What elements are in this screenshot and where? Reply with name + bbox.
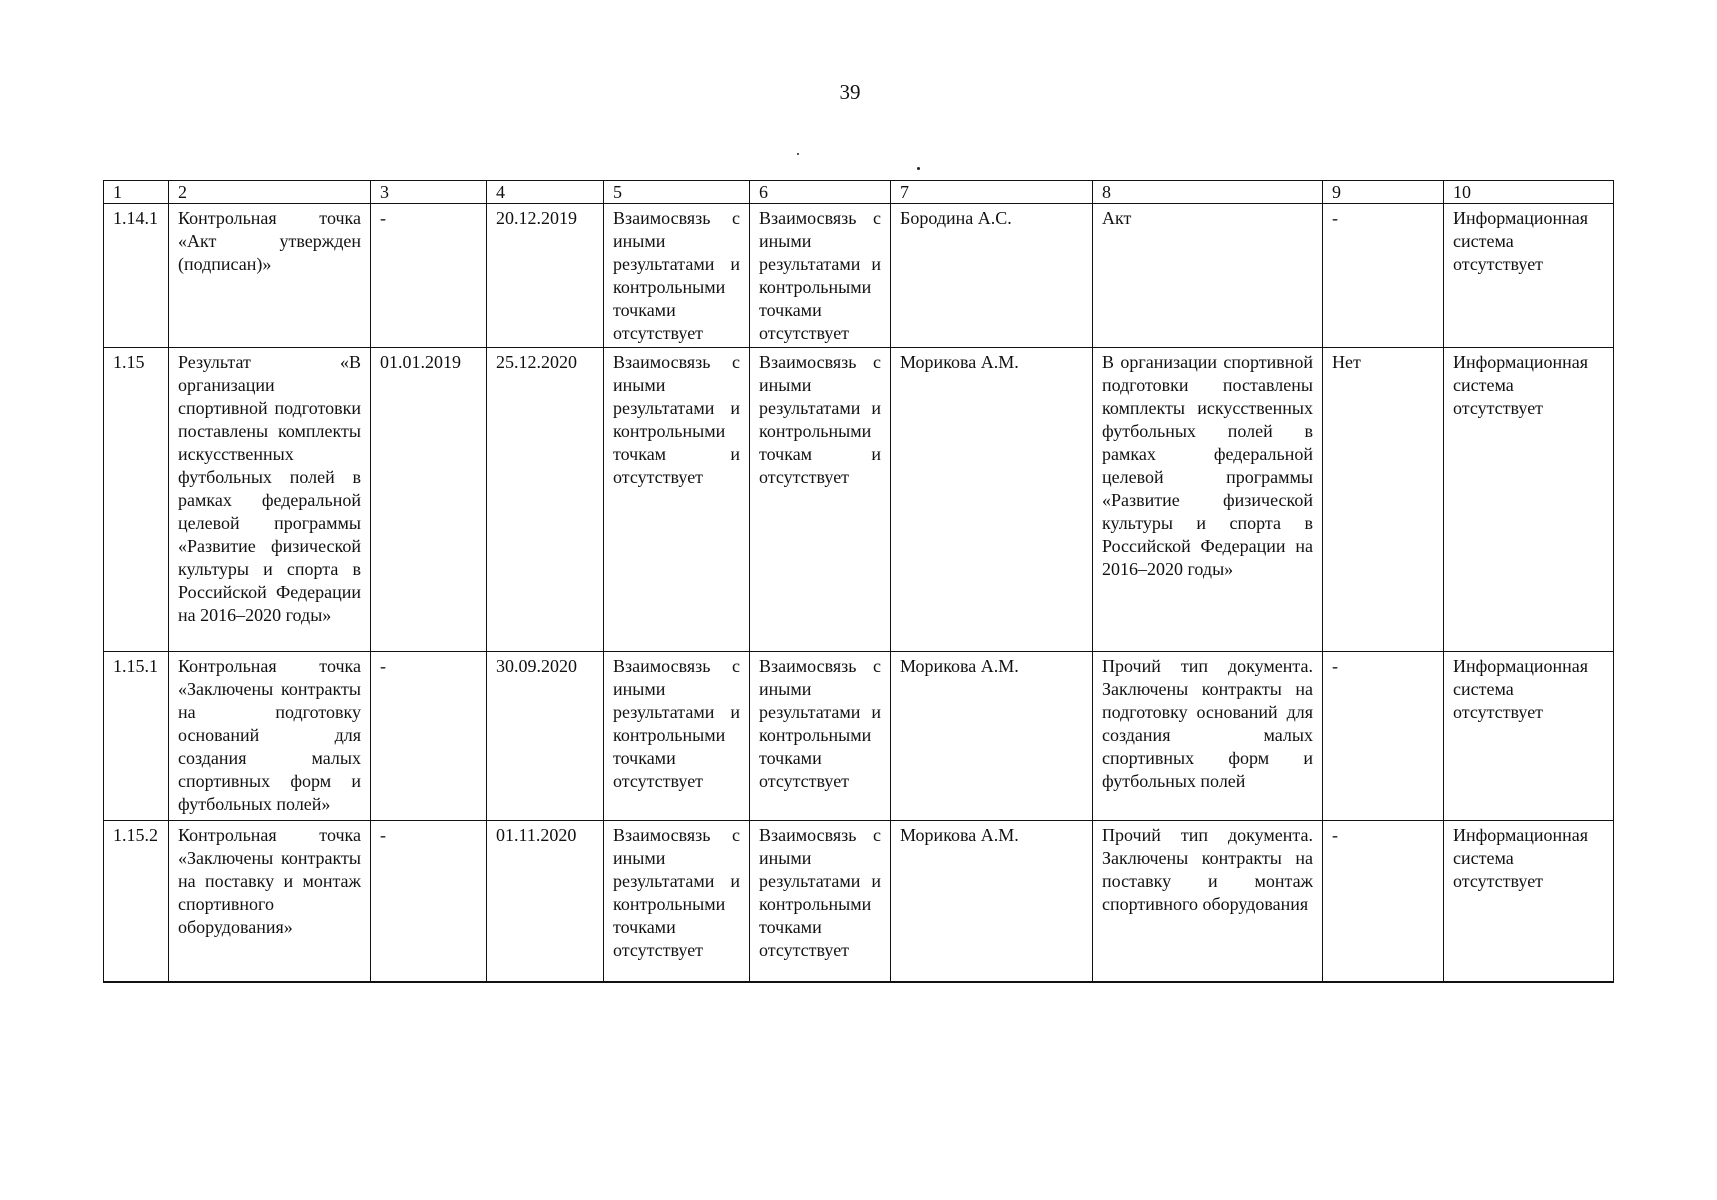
information-system: Информационная система отсутствует [1444,652,1614,821]
row-number: 1.15 [104,348,169,652]
flag-value: Нет [1323,348,1444,652]
column-number-row [104,181,1614,204]
information-system: Информационная система отсутствует [1444,348,1614,652]
scan-speck [917,167,920,170]
link-previous: Взаимосвязь с иными результатами и контрольными точками отсутствует [604,204,750,348]
column-number: 4 [487,181,604,204]
document-type: В организации спортивной подготовки поставлены комплекты искусственных футбольных полей в рамках федеральной целевой программы «Развитие физической культуры и спорта в Российской Федерации на 2016–2020 годы» [1093,348,1323,652]
responsible-person: Морикова А.М. [891,652,1093,821]
table-row [104,821,1614,982]
item-name: Контрольная точка «Акт утвержден (подписан)» [169,204,371,348]
row-number: 1.15.1 [104,652,169,821]
link-next: Взаимосвязь с иными результатами и контрольными точками отсутствует [750,821,891,982]
link-next: Взаимосвязь с иными результатами и контрольными точками отсутствует [750,652,891,821]
table-row [104,348,1614,652]
scan-speck [797,153,799,155]
row-number: 1.15.2 [104,821,169,982]
flag-value: - [1323,652,1444,821]
item-name: Контрольная точка «Заключены контракты на подготовку оснований для создания малых спортивных форм и футбольных полей» [169,652,371,821]
document-type: Прочий тип документа. Заключены контракты на поставку и монтаж спортивного оборудования [1093,821,1323,982]
document-type: Акт [1093,204,1323,348]
table-row [104,204,1614,348]
page-number: 39 [839,80,861,104]
column-number: 7 [891,181,1093,204]
responsible-person: Бородина А.С. [891,204,1093,348]
end-date: 25.12.2020 [487,348,604,652]
start-date: - [371,652,487,821]
link-next: Взаимосвязь с иными результатами и контрольными точкам и отсутствует [750,348,891,652]
responsible-person: Морикова А.М. [891,821,1093,982]
link-previous: Взаимосвязь с иными результатами и контрольными точками отсутствует [604,652,750,821]
table-row [104,652,1614,821]
column-number: 8 [1093,181,1323,204]
column-number: 6 [750,181,891,204]
column-number: 5 [604,181,750,204]
item-name: Результат «В организации спортивной подготовки поставлены комплекты искусственных футбольных полей в рамках федеральной целевой программы «Развитие физической культуры и спорта в Российской Федерации на 2016–2020 годы» [169,348,371,652]
information-system: Информационная система отсутствует [1444,821,1614,982]
results-table [103,180,1614,983]
information-system: Информационная система отсутствует [1444,204,1614,348]
column-number: 2 [169,181,371,204]
column-number: 3 [371,181,487,204]
start-date: - [371,204,487,348]
link-next: Взаимосвязь с иными результатами и контрольными точками отсутствует [750,204,891,348]
column-number: 1 [104,181,169,204]
end-date: 20.12.2019 [487,204,604,348]
start-date: - [371,821,487,982]
row-number: 1.14.1 [104,204,169,348]
flag-value: - [1323,821,1444,982]
item-name: Контрольная точка «Заключены контракты на поставку и монтаж спортивного оборудования» [169,821,371,982]
flag-value: - [1323,204,1444,348]
start-date: 01.01.2019 [371,348,487,652]
column-number: 10 [1444,181,1614,204]
end-date: 30.09.2020 [487,652,604,821]
end-date: 01.11.2020 [487,821,604,982]
link-previous: Взаимосвязь с иными результатами и контрольными точкам и отсутствует [604,348,750,652]
responsible-person: Морикова А.М. [891,348,1093,652]
link-previous: Взаимосвязь с иными результатами и контрольными точками отсутствует [604,821,750,982]
column-number: 9 [1323,181,1444,204]
document-type: Прочий тип документа. Заключены контракты на подготовку оснований для создания малых спортивных форм и футбольных полей [1093,652,1323,821]
